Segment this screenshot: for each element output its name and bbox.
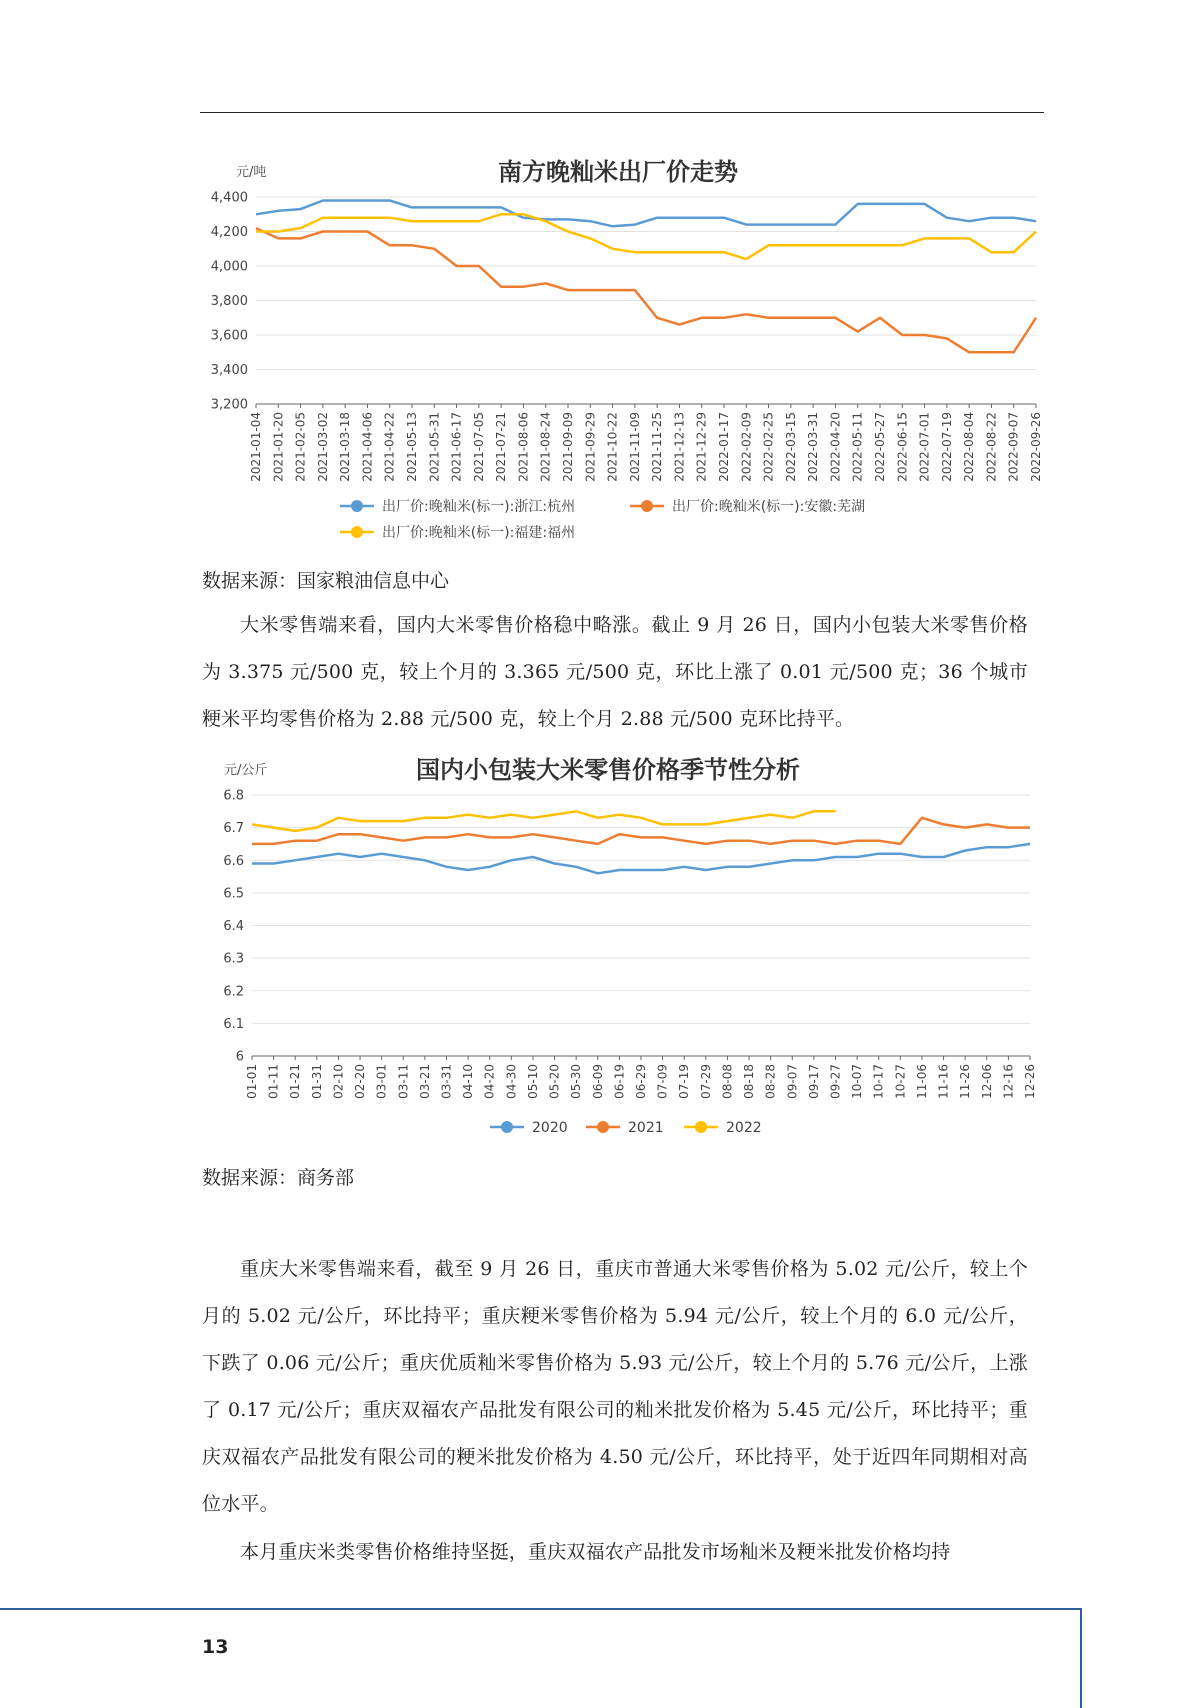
legend-marker — [641, 500, 653, 512]
x-tick-label: 2021-03-18 — [338, 412, 353, 482]
chart-title: 南方晚籼米出厂价走势 — [498, 158, 738, 186]
x-tick-label: 01-21 — [288, 1064, 303, 1099]
x-tick-label: 2022-03-15 — [783, 412, 798, 482]
x-tick-label: 07-19 — [677, 1064, 692, 1099]
x-tick-label: 12-16 — [1001, 1064, 1016, 1099]
x-tick-label: 2022-05-27 — [873, 412, 887, 482]
x-tick-label: 05-30 — [569, 1064, 584, 1099]
x-tick-label: 2022-06-15 — [895, 412, 910, 482]
chart2-source: 数据来源：商务部 — [202, 1167, 355, 1189]
y-tick-label: 4,000 — [210, 259, 248, 275]
x-tick-label: 2021-01-04 — [249, 412, 263, 482]
paragraph-national-retail: 大米零售端来看，国内大米零售价格稳中略涨。截止 9 月 26 日，国内小包装大米零售价格为 3.375 元/500 克，较上个月的 3.365 元/500 克，环比上涨了 0.01 元/500 克；36 个城市粳米平均零售价格为 2.88 元/500 克，较上个月 2.88 元/500 克环比持平。 — [202, 614, 1028, 730]
chart1-source: 数据来源：国家粮油信息中心 — [202, 570, 450, 592]
x-tick-label: 01-11 — [266, 1064, 281, 1099]
x-tick-label: 2022-04-20 — [828, 412, 843, 482]
x-tick-label: 03-21 — [417, 1064, 432, 1099]
legend-marker — [695, 1121, 707, 1133]
chart-rice-factory-price — [190, 140, 1046, 550]
x-tick-label: 02-20 — [353, 1064, 368, 1099]
x-tick-label: 08-08 — [720, 1064, 735, 1099]
legend-label: 2020 — [532, 1120, 568, 1136]
x-tick-label: 2021-06-17 — [449, 412, 464, 482]
x-tick-label: 2022-08-22 — [984, 412, 999, 482]
x-tick-label: 06-09 — [590, 1064, 605, 1099]
x-tick-label: 06-19 — [612, 1064, 627, 1099]
x-tick-label: 2022-01-17 — [717, 412, 731, 482]
x-tick-label: 2022-05-11 — [850, 412, 865, 482]
x-tick-label: 11-16 — [936, 1064, 951, 1099]
x-tick-label: 2022-08-04 — [962, 412, 977, 482]
x-tick-label: 07-29 — [698, 1064, 713, 1099]
x-tick-label: 2021-09-09 — [561, 412, 575, 482]
legend-label: 2021 — [628, 1120, 664, 1136]
x-tick-label: 12-26 — [1023, 1064, 1037, 1099]
x-tick-label: 2021-12-29 — [694, 412, 709, 482]
x-tick-label: 02-10 — [331, 1064, 346, 1099]
y-tick-label: 3,200 — [210, 397, 248, 413]
y-tick-label: 6.3 — [223, 951, 244, 967]
x-tick-label: 2021-03-02 — [315, 412, 330, 482]
x-tick-label: 2021-09-29 — [583, 412, 598, 482]
legend-marker — [501, 1121, 513, 1133]
x-tick-label: 10-17 — [871, 1064, 886, 1099]
x-tick-label: 11-26 — [958, 1064, 973, 1099]
x-tick-label: 05-10 — [525, 1064, 540, 1099]
x-tick-label: 2021-01-20 — [271, 412, 286, 482]
x-tick-label: 06-29 — [634, 1064, 648, 1099]
x-tick-label: 2021-10-22 — [605, 412, 620, 482]
x-tick-label: 2021-11-25 — [650, 412, 665, 482]
y-axis-unit: 元/吨 — [236, 165, 267, 180]
legend-label: 出厂价:晚籼米(标一):福建:福州 — [382, 525, 576, 541]
chart-retail-seasonal — [190, 744, 1046, 1144]
x-tick-label: 01-31 — [309, 1064, 324, 1099]
y-tick-label: 6.8 — [223, 788, 244, 804]
x-tick-label: 03-31 — [439, 1064, 454, 1099]
y-axis-unit: 元/公斤 — [224, 763, 268, 778]
chart-title: 国内小包装大米零售价格季节性分析 — [416, 756, 800, 784]
x-tick-label: 2022-09-07 — [1006, 412, 1021, 482]
y-tick-label: 4,400 — [210, 190, 248, 206]
series-line-1 — [256, 201, 1036, 227]
x-tick-label: 2022-07-01 — [917, 412, 932, 482]
y-tick-label: 6.4 — [223, 919, 244, 934]
y-tick-label: 6.1 — [223, 1016, 244, 1032]
x-tick-label: 10-27 — [893, 1064, 908, 1099]
x-tick-label: 2021-07-05 — [471, 412, 486, 482]
x-tick-label: 11-06 — [914, 1064, 929, 1099]
header-rule — [200, 112, 1044, 113]
x-tick-label: 10-07 — [850, 1064, 865, 1099]
legend-marker — [351, 526, 363, 538]
legend-marker — [351, 500, 363, 512]
x-tick-label: 2022-02-09 — [739, 412, 754, 482]
x-tick-label: 2021-08-06 — [516, 412, 531, 482]
x-tick-label: 09-07 — [785, 1064, 800, 1099]
x-tick-label: 07-09 — [655, 1064, 670, 1099]
x-tick-label: 05-20 — [547, 1064, 562, 1099]
footer-frame — [0, 1608, 1082, 1708]
x-tick-label: 08-28 — [763, 1064, 778, 1099]
series-line-2 — [256, 228, 1036, 352]
x-tick-label: 2021-07-21 — [494, 412, 509, 482]
x-tick-label: 2022-03-31 — [806, 412, 821, 482]
legend-marker — [597, 1121, 609, 1133]
page-number: 13 — [202, 1636, 229, 1658]
y-tick-label: 6.6 — [223, 853, 244, 869]
x-tick-label: 04-20 — [482, 1064, 497, 1099]
x-tick-label: 2021-08-24 — [538, 412, 553, 482]
y-tick-label: 6 — [235, 1049, 244, 1065]
x-tick-label: 2021-12-13 — [672, 412, 687, 482]
x-tick-label: 2022-02-25 — [761, 412, 776, 482]
y-tick-label: 3,400 — [210, 363, 248, 378]
x-tick-label: 04-10 — [461, 1064, 476, 1099]
paragraph-chongqing-trend: 本月重庆米类零售价格维持坚挺，重庆双福农产品批发市场籼米及粳米批发价格均持 — [240, 1541, 951, 1563]
series-line-1 — [252, 844, 1030, 873]
paragraph-chongqing-retail: 重庆大米零售端来看，截至 9 月 26 日，重庆市普通大米零售价格为 5.02 元/公斤，较上个月的 5.02 元/公斤，环比持平；重庆粳米零售价格为 5.94 元/公斤，较上个月的 6.0 元/公斤，下跌了 0.06 元/公斤；重庆优质籼米零售价格为 5.93 元/公斤，较上个月的 5.76 元/公斤，上涨了 0.17 元/公斤；重庆双福农产品批发有限公司的籼米批发价格为 5.45 元/公斤，环比持平；重庆双福农产品批发有限公司的粳米批发价格为 4.50 元/公斤，环比持平，处于近四年同期相对高位水平。 — [202, 1258, 1028, 1515]
x-tick-label: 03-11 — [396, 1064, 411, 1099]
y-tick-label: 3,800 — [210, 294, 248, 309]
legend-label: 出厂价:晚籼米(标一):安徽:芜湖 — [672, 499, 866, 515]
x-tick-label: 09-17 — [806, 1064, 821, 1099]
legend-label: 出厂价:晚籼米(标一):浙江:杭州 — [382, 499, 576, 515]
x-tick-label: 12-06 — [979, 1064, 994, 1099]
x-tick-label: 2021-11-09 — [627, 412, 642, 482]
x-tick-label: 2022-07-19 — [939, 412, 954, 482]
x-tick-label: 01-01 — [245, 1064, 259, 1099]
x-tick-label: 03-01 — [374, 1064, 389, 1099]
x-tick-label: 04-30 — [504, 1064, 519, 1099]
x-tick-label: 2021-04-06 — [360, 412, 375, 482]
y-tick-label: 3,600 — [210, 328, 248, 344]
x-tick-label: 2022-09-26 — [1029, 412, 1043, 482]
x-tick-label: 2021-04-22 — [382, 412, 397, 482]
x-tick-label: 09-27 — [828, 1064, 843, 1099]
x-tick-label: 2021-02-05 — [293, 412, 308, 482]
y-tick-label: 6.5 — [223, 886, 244, 902]
x-tick-label: 08-18 — [742, 1064, 757, 1099]
legend-label: 2022 — [726, 1120, 762, 1136]
y-tick-label: 6.2 — [223, 984, 244, 1000]
y-tick-label: 6.7 — [223, 821, 244, 837]
x-tick-label: 2021-05-31 — [427, 412, 442, 482]
y-tick-label: 4,200 — [210, 225, 248, 240]
x-tick-label: 2021-05-13 — [405, 412, 419, 482]
